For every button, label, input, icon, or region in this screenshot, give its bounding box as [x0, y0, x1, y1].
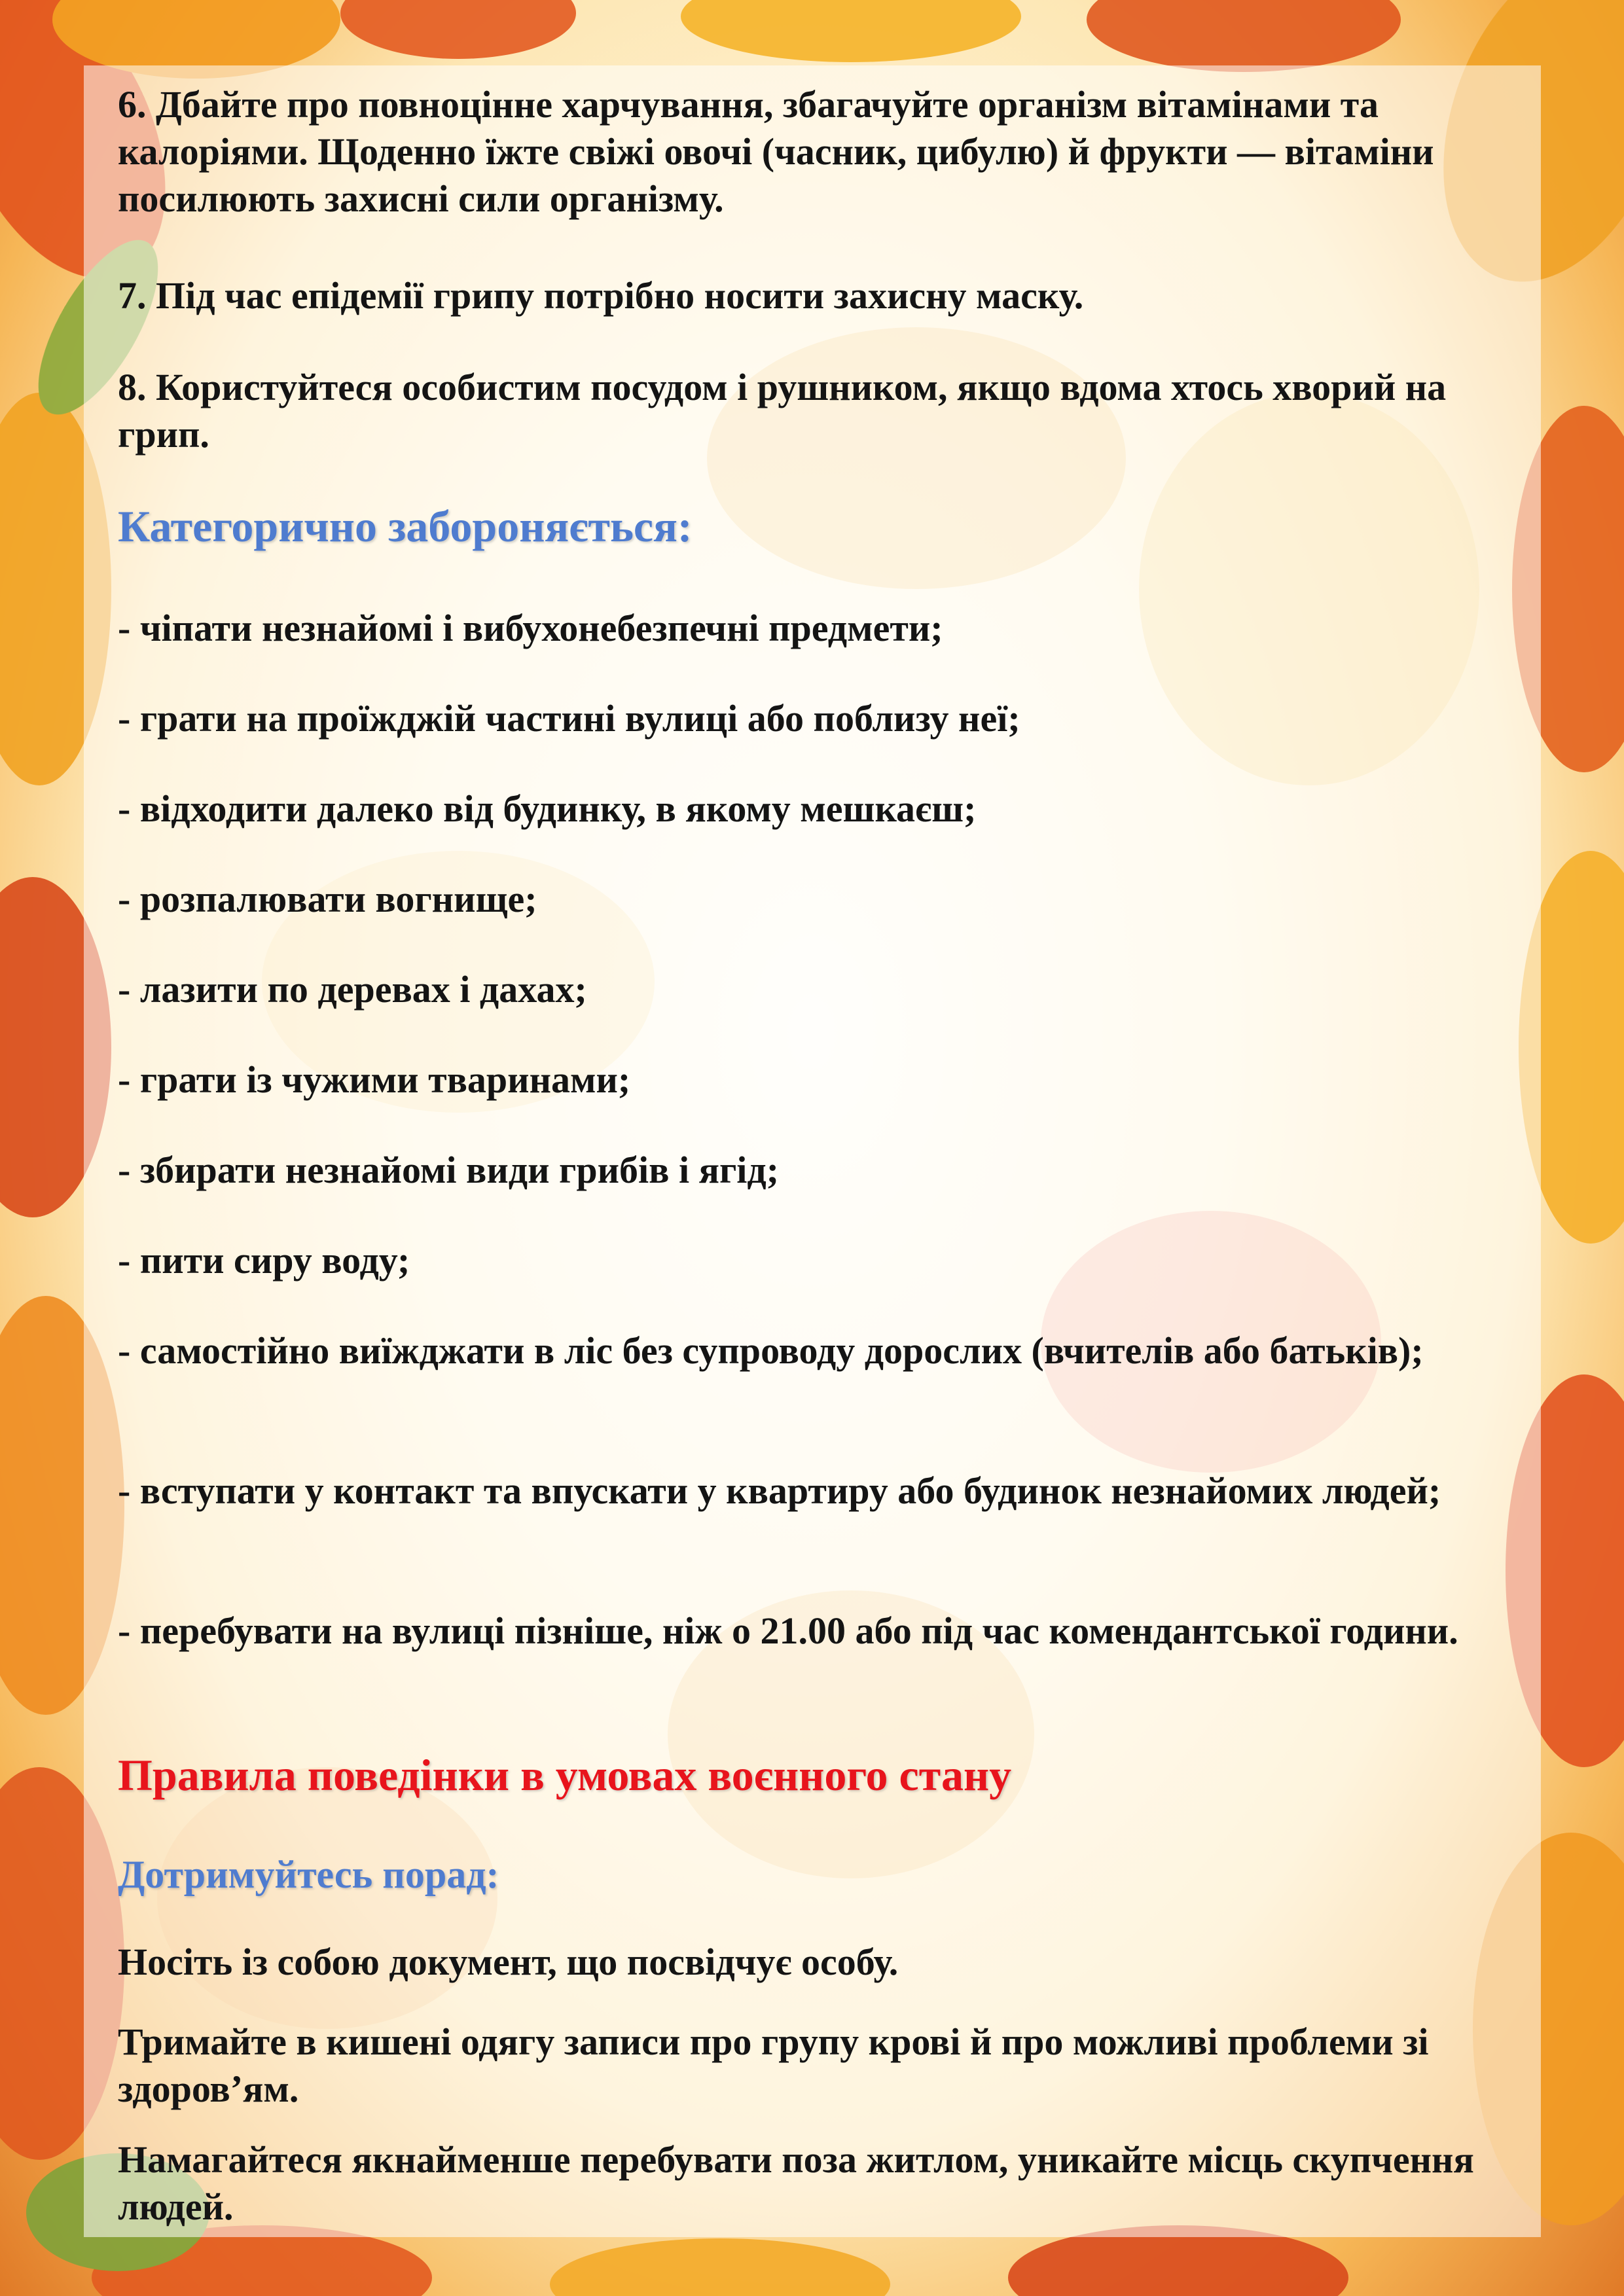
prohibited-item: - лазити по деревах і дахах; [118, 968, 587, 1011]
prohibited-item: - пити сиру воду; [118, 1239, 410, 1282]
prohibited-item: - перебувати на вулиці пізніше, ніж о 21.00 або під час комендантської години. [118, 1609, 1458, 1652]
prohibited-item: - самостійно виїжджати в ліс без супроводу дорослих (вчителів або батьків); [118, 1329, 1424, 1372]
wartime-tip: Тримайте в кишені одягу записи про групу крові й про можливі проблеми зі здоров’ям. [118, 2020, 1429, 2110]
prohibited-item: - розпалювати вогнище; [118, 878, 537, 920]
prohibited-item: - грати із чужими тваринами; [118, 1058, 631, 1101]
prohibited-item: - чіпати незнайомі і вибухонебезпечні предмети; [118, 607, 943, 649]
prohibited-item: - відходити далеко від будинку, в якому мешкаєш; [118, 787, 977, 830]
tip-8: 8. Користуйтеся особистим посудом і рушником, якщо вдома хтось хворий на грип. [118, 366, 1447, 456]
wartime-tip: Носіть із собою документ, що посвідчує особу. [118, 1941, 899, 1983]
prohibited-item: - вступати у контакт та впускати у квартиру або будинок незнайомих людей; [118, 1469, 1441, 1512]
prohibited-heading: Категорично забороняється: [118, 501, 693, 551]
prohibited-item: - збирати незнайомі види грибів і ягід; [118, 1149, 780, 1191]
wartime-heading: Правила поведінки в умовах воєнного стану [118, 1750, 1012, 1800]
tip-6: 6. Дбайте про повноцінне харчування, збагачуйте організм вітамінами та калоріями. Щоденно їжте свіжі овочі (часник, цибулю) й фрукти — вітаміни посилюють захисні сили організму. [118, 83, 1434, 220]
wartime-tip: Намагайтеся якнайменше перебувати поза житлом, уникайте місць скупчення людей. [118, 2138, 1474, 2228]
wartime-subheading: Дотримуйтесь порад: [118, 1853, 499, 1896]
prohibited-item: - грати на проїжджій частині вулиці або поблизу неї; [118, 697, 1020, 740]
tip-7: 7. Під час епідемії грипу потрібно носити захисну маску. [118, 274, 1084, 317]
